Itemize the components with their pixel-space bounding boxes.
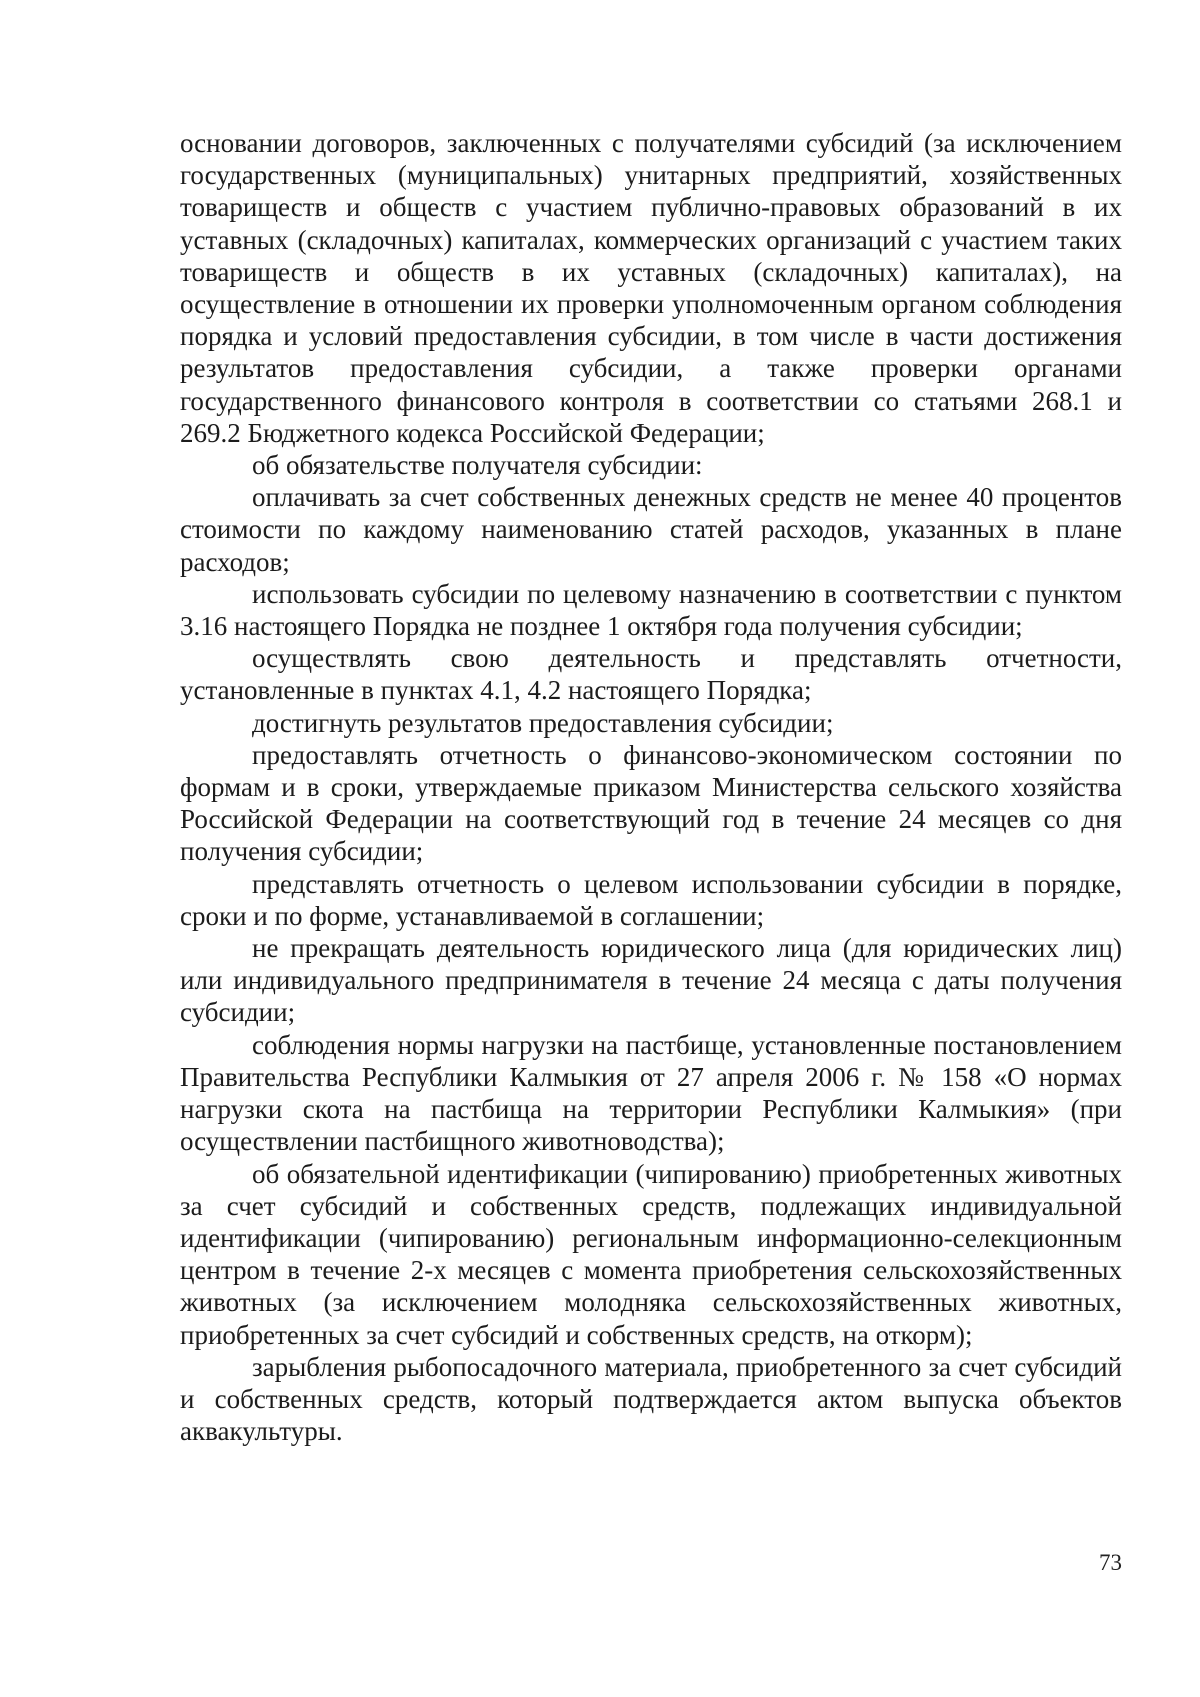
paragraph-9: не прекращать деятельность юридического лица (для юридических лиц) или индивидуального предпринимателя в течение 24 месяца с даты получения субсидии; [180, 933, 1122, 1028]
page-number: 73 [1099, 1550, 1122, 1575]
paragraph-7: предоставлять отчетность о финансово-экономическом состоянии по формам и в сроки, утверждаемые приказом Министерства сельского хозяйства Российской Федерации на соответствующий год в течение 24 месяцев со дня получения субсидии; [180, 739, 1122, 867]
paragraph-5: осуществлять свою деятельность и представлять отчетности, установленные в пунктах 4.1, 4.2 настоящего Порядка; [180, 643, 1122, 706]
paragraph-6: достигнуть результатов предоставления субсидии; [252, 707, 834, 738]
paragraph-2: об обязательстве получателя субсидии: [252, 450, 703, 481]
paragraph-12: зарыбления рыбопосадочного материала, приобретенного за счет субсидий и собственных средств, который подтверждается актом выпуска объектов аквакультуры. [180, 1351, 1122, 1447]
paragraph-1: основании договоров, заключенных с получателями субсидий (за исключением государственных (муниципальных) унитарных предприятий, хозяйственных товариществ и обществ с участием публично-правовых образований в их уставных (складочных) капиталах, коммерческих организаций с участием таких товариществ и обществ в их уставных (складочных) капиталах), на осуществление в отношении их проверки уполномоченным органом соблюдения порядка и условий предоставления субсидии, в том числе в части достижения результатов предоставления субсидии, а также проверки органами государственного финансового контроля в соответствии со статьями 268.1 и 269.2 Бюджетного кодекса Российской Федерации; [180, 128, 1122, 448]
paragraph-8: представлять отчетность о целевом использовании субсидии в порядке, сроки и по форме, устанавливаемой в соглашении; [180, 868, 1122, 931]
paragraph-3: оплачивать за счет собственных денежных средств не менее 40 процентов стоимости по каждому наименованию статей расходов, указанных в плане расходов; [180, 482, 1122, 577]
paragraph-4: использовать субсидии по целевому назначению в соответствии с пунктом 3.16 настоящего Порядка не позднее 1 октября года получения субсидии; [180, 578, 1122, 642]
document-body [180, 127, 1122, 1447]
paragraph-11: об обязательной идентификации (чипированию) приобретенных животных за счет субсидий и собственных средств, подлежащих индивидуальной идентификации (чипированию) региональным информационно-селекционным центром в течение 2-х месяцев с момента приобретения сельскохозяйственных животных (за исключением молодняка сельскохозяйственных животных, приобретенных за счет субсидий и собственных средств, на откорм); [180, 1158, 1122, 1350]
paragraph-10: соблюдения нормы нагрузки на пастбище, установленные постановлением Правительства Республики Калмыкия от 27 апреля 2006 г. № 158 «О нормах нагрузки скота на пастбища на территории Республики Калмыкия» (при осуществлении пастбищного животноводства); [180, 1029, 1122, 1157]
